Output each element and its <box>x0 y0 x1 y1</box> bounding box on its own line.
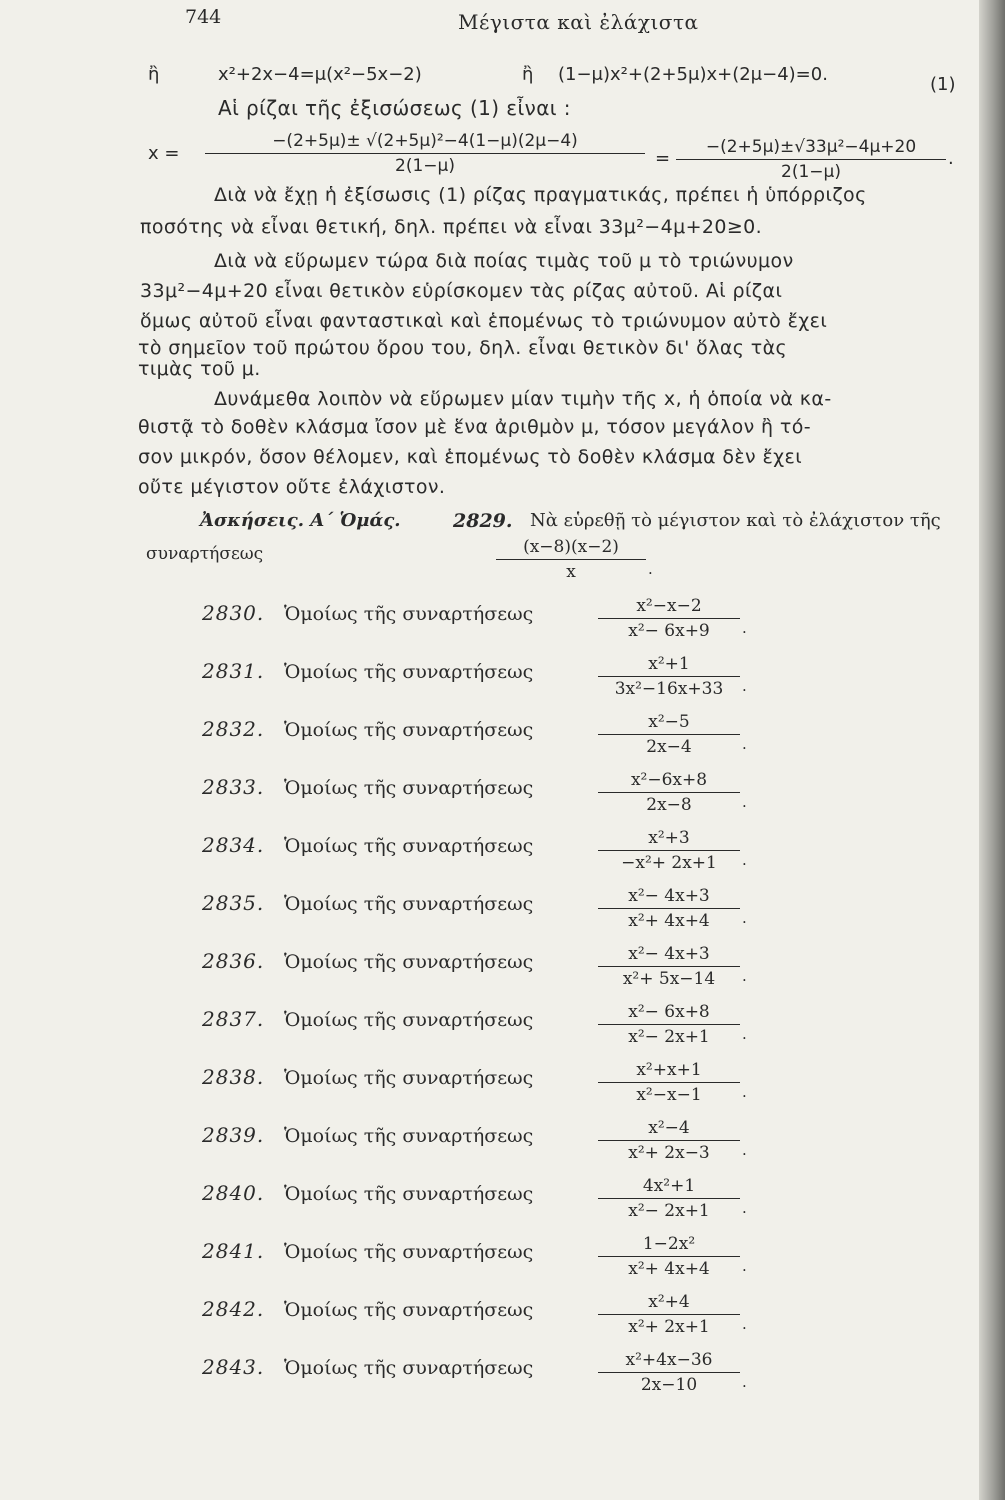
fraction-bar <box>676 159 946 160</box>
p3-line-3: σον μικρόν, ὅσον θέλομεν, καὶ ἑπομένως τὸ δοθὲν κλάσμα δὲν ἔχει <box>138 446 803 468</box>
fraction-numerator: x²− 4x+3 <box>628 944 710 964</box>
period: . <box>742 909 747 927</box>
fraction-denominator: x²+ 4x+4 <box>628 1259 710 1279</box>
eq-left: x²+2x−4=μ(x²−5x−2) <box>218 64 422 85</box>
exercise-number: 2830. <box>202 601 265 625</box>
exercise-number: 2840. <box>202 1181 265 1205</box>
fraction-bar <box>205 153 645 154</box>
fraction-numerator: x²−5 <box>648 712 690 732</box>
exercise-number: 2839. <box>202 1123 265 1147</box>
exercise-number: 2843. <box>202 1355 265 1379</box>
roots-fraction-2 <box>676 136 946 183</box>
fraction-numerator: x²−4 <box>648 1118 690 1138</box>
period: . <box>742 619 747 637</box>
fraction-numerator: x²+3 <box>648 828 690 848</box>
exercise-number: 2832. <box>202 717 265 741</box>
exercise-number: 2834. <box>202 833 265 857</box>
exercise-number: 2831. <box>202 659 265 683</box>
fraction-numerator: x²−6x+8 <box>630 770 708 790</box>
fraction-denominator: x²+ 4x+4 <box>628 911 710 931</box>
exercise-label: Ὁμοίως τῆς συναρτήσεως <box>284 1357 534 1379</box>
period: . <box>742 1373 747 1391</box>
fraction-bar <box>496 559 646 560</box>
fraction-denominator: x²− 2x+1 <box>628 1201 710 1221</box>
p1-line-2: ποσότης νὰ εἶναι θετική, δηλ. πρέπει νὰ εἶναι 33μ²−4μ+20≥0. <box>140 216 763 238</box>
fraction-denominator: x²− 6x+9 <box>628 621 710 641</box>
roots-end: . <box>948 148 954 169</box>
exercise-fraction <box>598 1175 740 1222</box>
exercise-2829-fraction <box>496 536 646 583</box>
eq-right: (1−μ)x²+(2+5μ)x+(2μ−4)=0. <box>558 64 828 85</box>
exercise-fraction <box>598 711 740 758</box>
fraction-bar <box>598 792 740 793</box>
fraction-bar <box>598 966 740 967</box>
exercise-2829-text: Νὰ εὑρεθῇ τὸ μέγιστον καὶ τὸ ἐλάχιστον τῆς <box>530 510 941 531</box>
fraction-bar <box>598 734 740 735</box>
period: . <box>742 1257 747 1275</box>
eq-lead: ἢ <box>148 64 160 85</box>
period: . <box>742 967 747 985</box>
exercise-number: 2838. <box>202 1065 265 1089</box>
fraction-bar <box>598 676 740 677</box>
exercise-fraction <box>598 769 740 816</box>
fraction-numerator: x²− 4x+3 <box>628 886 710 906</box>
fraction-numerator: x²+4 <box>648 1292 690 1312</box>
period: . <box>742 1083 747 1101</box>
page-number: 744 <box>185 6 222 28</box>
fraction-denominator: 2x−4 <box>646 737 692 757</box>
period: . <box>742 851 747 869</box>
roots-denominator-2: 2(1−μ) <box>781 162 841 182</box>
fraction-bar <box>598 1024 740 1025</box>
roots-numerator-1: −(2+5μ)± √(2+5μ)²−4(1−μ)(2μ−4) <box>272 131 578 151</box>
fraction-denominator: −x²+ 2x+1 <box>621 853 717 873</box>
roots-numerator-2: −(2+5μ)±√33μ²−4μ+20 <box>705 137 917 157</box>
exercise-label: Ὁμοίως τῆς συναρτήσεως <box>284 1009 534 1031</box>
exercise-label: Ὁμοίως τῆς συναρτήσεως <box>284 1067 534 1089</box>
fraction-bar <box>598 618 740 619</box>
fraction-bar <box>598 908 740 909</box>
fraction-denominator: x²+ 2x−3 <box>628 1143 710 1163</box>
exercise-label: Ὁμοίως τῆς συναρτήσεως <box>284 835 534 857</box>
exercise-label: Ὁμοίως τῆς συναρτήσεως <box>284 951 534 973</box>
fraction-bar <box>598 850 740 851</box>
fraction-bar <box>598 1198 740 1199</box>
fraction-numerator: x²+x+1 <box>636 1060 702 1080</box>
fraction-numerator: x²+1 <box>648 654 690 674</box>
p1-line-1: Διὰ νὰ ἔχῃ ἡ ἐξίσωσις (1) ρίζας πραγματικάς, πρέπει ἡ ὑπόρριζος <box>214 184 867 206</box>
p2-line-2: 33μ²−4μ+20 εἶναι θετικὸν εὑρίσκομεν τὰς ρίζας αὐτοῦ. Αἱ ρίζαι <box>140 280 783 302</box>
fraction-numerator: 1−2x² <box>642 1234 696 1254</box>
fraction-bar <box>598 1314 740 1315</box>
exercise-number: 2836. <box>202 949 265 973</box>
fraction-bar <box>598 1372 740 1373</box>
fraction-numerator: x²+4x−36 <box>625 1350 713 1370</box>
fraction-denominator: 2x−8 <box>646 795 692 815</box>
p3-line-2: θιστᾷ τὸ δοθὲν κλάσμα ἴσον μὲ ἕνα ἀριθμὸν μ, τόσον μεγάλον ἢ τό- <box>138 416 812 438</box>
exercise-label: Ὁμοίως τῆς συναρτήσεως <box>284 777 534 799</box>
exercise-fraction <box>598 653 740 700</box>
running-title: Μέγιστα καὶ ἐλάχιστα <box>458 10 699 34</box>
p3-line-1: Δυνάμεθα λοιπὸν νὰ εὕρωμεν μίαν τιμὴν τῆς x, ἡ ὁποία νὰ κα- <box>214 388 832 410</box>
exercise-number: 2841. <box>202 1239 265 1263</box>
exercise-number: 2835. <box>202 891 265 915</box>
exercise-2829-number: 2829. <box>453 510 513 532</box>
exercise-label: Ὁμοίως τῆς συναρτήσεως <box>284 1241 534 1263</box>
exercise-label: Ὁμοίως τῆς συναρτήσεως <box>284 661 534 683</box>
exercise-fraction <box>598 827 740 874</box>
roots-intro: Αἱ ρίζαι τῆς ἐξισώσεως (1) εἶναι : <box>218 96 571 120</box>
p3-line-4: οὔτε μέγιστον οὔτε ἐλάχιστον. <box>138 476 446 498</box>
period: . <box>742 1199 747 1217</box>
fraction-denominator: x²− 2x+1 <box>628 1027 710 1047</box>
roots-fraction-1 <box>205 130 645 177</box>
p2-line-3: ὅμως αὐτοῦ εἶναι φανταστικαὶ καὶ ἑπομένως τὸ τριώνυμον αὐτὸ ἔχει <box>140 310 828 332</box>
fraction-numerator: x²− 6x+8 <box>628 1002 710 1022</box>
exercise-fraction <box>598 1117 740 1164</box>
fraction-numerator: (x−8)(x−2) <box>523 537 619 557</box>
exercise-label: Ὁμοίως τῆς συναρτήσεως <box>284 1125 534 1147</box>
exercise-fraction <box>598 1291 740 1338</box>
exercise-fraction <box>598 885 740 932</box>
exercise-2829-continuation: συναρτήσεως <box>146 544 264 564</box>
page-edge-shadow <box>979 0 1005 1500</box>
roots-denominator-1: 2(1−μ) <box>395 156 455 176</box>
exercise-number: 2842. <box>202 1297 265 1321</box>
fraction-numerator: x²−x−2 <box>636 596 702 616</box>
exercise-label: Ὁμοίως τῆς συναρτήσεως <box>284 1183 534 1205</box>
period: . <box>742 1141 747 1159</box>
period: . <box>742 677 747 695</box>
exercises-label: Ἀσκήσεις. Α΄ Ὁμάς. <box>200 510 401 531</box>
fraction-denominator: 3x²−16x+33 <box>614 679 724 699</box>
exercise-fraction <box>598 595 740 642</box>
period: . <box>742 1315 747 1333</box>
period: . <box>742 1025 747 1043</box>
exercise-fraction <box>598 1233 740 1280</box>
exercise-number: 2833. <box>202 775 265 799</box>
roots-lhs: x = <box>148 143 180 164</box>
exercise-fraction <box>598 1349 740 1396</box>
p2-line-4: τὸ σημεῖον τοῦ πρώτου ὅρου του, δηλ. εἶναι θετικὸν δι' ὅλας τὰς <box>138 337 788 359</box>
exercise-label: Ὁμοίως τῆς συναρτήσεως <box>284 1299 534 1321</box>
exercise-fraction <box>598 1001 740 1048</box>
fraction-denominator: x²−x−1 <box>636 1085 702 1105</box>
fraction-denominator: x <box>566 562 576 582</box>
period: . <box>742 735 747 753</box>
exercise-number: 2837. <box>202 1007 265 1031</box>
exercise-fraction <box>598 1059 740 1106</box>
exercise-label: Ὁμοίως τῆς συναρτήσεως <box>284 893 534 915</box>
exercise-label: Ὁμοίως τῆς συναρτήσεως <box>284 603 534 625</box>
fraction-bar <box>598 1256 740 1257</box>
eq-or: ἢ <box>522 64 534 85</box>
fraction-denominator: 2x−10 <box>640 1375 698 1395</box>
p2-line-1: Διὰ νὰ εὕρωμεν τώρα διὰ ποίας τιμὰς τοῦ μ τὸ τριώνυμον <box>214 250 794 272</box>
roots-equals: = <box>655 148 671 169</box>
fraction-denominator: x²+ 5x−14 <box>622 969 716 989</box>
fraction-bar <box>598 1140 740 1141</box>
fraction-numerator: 4x²+1 <box>642 1176 696 1196</box>
p2-line-5: τιμὰς τοῦ μ. <box>138 358 261 380</box>
fraction-denominator: x²+ 2x+1 <box>628 1317 710 1337</box>
fraction-bar <box>598 1082 740 1083</box>
exercise-label: Ὁμοίως τῆς συναρτήσεως <box>284 719 534 741</box>
exercise-fraction <box>598 943 740 990</box>
period: . <box>648 560 653 578</box>
period: . <box>742 793 747 811</box>
eq-tag: (1) <box>930 74 956 95</box>
